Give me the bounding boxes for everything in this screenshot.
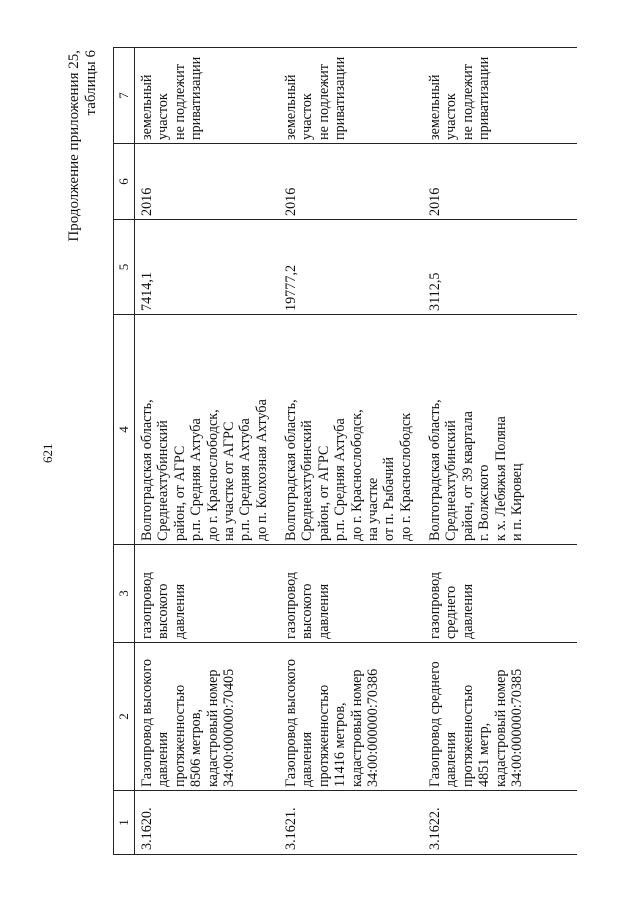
column-header: 1 <box>114 791 135 855</box>
continuation-caption <box>66 50 100 242</box>
column-header: 3 <box>114 545 135 643</box>
object-location: Волгоградская область, Среднеахтубинский район, от 39 квартала г. Волжского к х. Лебяжья Поляна и п. Кировец <box>423 315 577 545</box>
column-header: 2 <box>114 643 135 791</box>
object-year: 2016 <box>423 144 577 220</box>
object-location: Волгоградская область, Среднеахтубинский район, от АГРС р.п. Средняя Ахтуба до г. Краснослободск, на участке от АГРС р.п. Средняя Ахтуба до п. Колхозная Ахтуба <box>135 315 280 545</box>
object-year: 2016 <box>279 144 423 220</box>
land-plots-table <box>113 47 577 855</box>
continuation-line-1: Продолжение приложения 25, <box>66 50 82 242</box>
object-value: 7414,1 <box>135 220 280 315</box>
object-type: газопровод высокого давления <box>135 545 280 643</box>
page-number: 621 <box>40 443 55 463</box>
continuation-line-2: таблицы 6 <box>83 50 99 116</box>
column-header: 5 <box>114 220 135 315</box>
object-note: земельный участок не подлежит приватизации <box>279 48 423 144</box>
column-header: 7 <box>114 48 135 144</box>
row-number: 3.1622. <box>423 791 577 855</box>
object-location: Волгоградская область, Среднеахтубинский район, от АГРС р.п. Средняя Ахтуба до г. Краснослободск, на участке от п. Рыбачий до г. Краснослободск <box>279 315 423 545</box>
table-header-row <box>114 48 135 855</box>
object-year: 2016 <box>135 144 280 220</box>
object-type: газопровод высокого давления <box>279 545 423 643</box>
table-row <box>279 48 423 855</box>
object-name: Газопровод высокого давления протяженностью 8506 метров, кадастровый номер 34:00:000000:70405 <box>135 643 280 791</box>
table-row <box>423 48 577 855</box>
column-header: 4 <box>114 315 135 545</box>
object-type: газопровод среднего давления <box>423 545 577 643</box>
column-header: 6 <box>114 144 135 220</box>
row-number: 3.1621. <box>279 791 423 855</box>
object-note: земельный участок не подлежит приватизации <box>423 48 577 144</box>
object-name: Газопровод среднего давления протяженностью 4851 метр, кадастровый номер 34:00:000000:70385 <box>423 643 577 791</box>
row-number: 3.1620. <box>135 791 280 855</box>
object-name: Газопровод высокого давления протяженностью 11416 метров, кадастровый номер 34:00:000000:70386 <box>279 643 423 791</box>
object-value: 3112,5 <box>423 220 577 315</box>
object-note: земельный участок не подлежит приватизации <box>135 48 280 144</box>
object-value: 19777,2 <box>279 220 423 315</box>
table-row <box>135 48 280 855</box>
